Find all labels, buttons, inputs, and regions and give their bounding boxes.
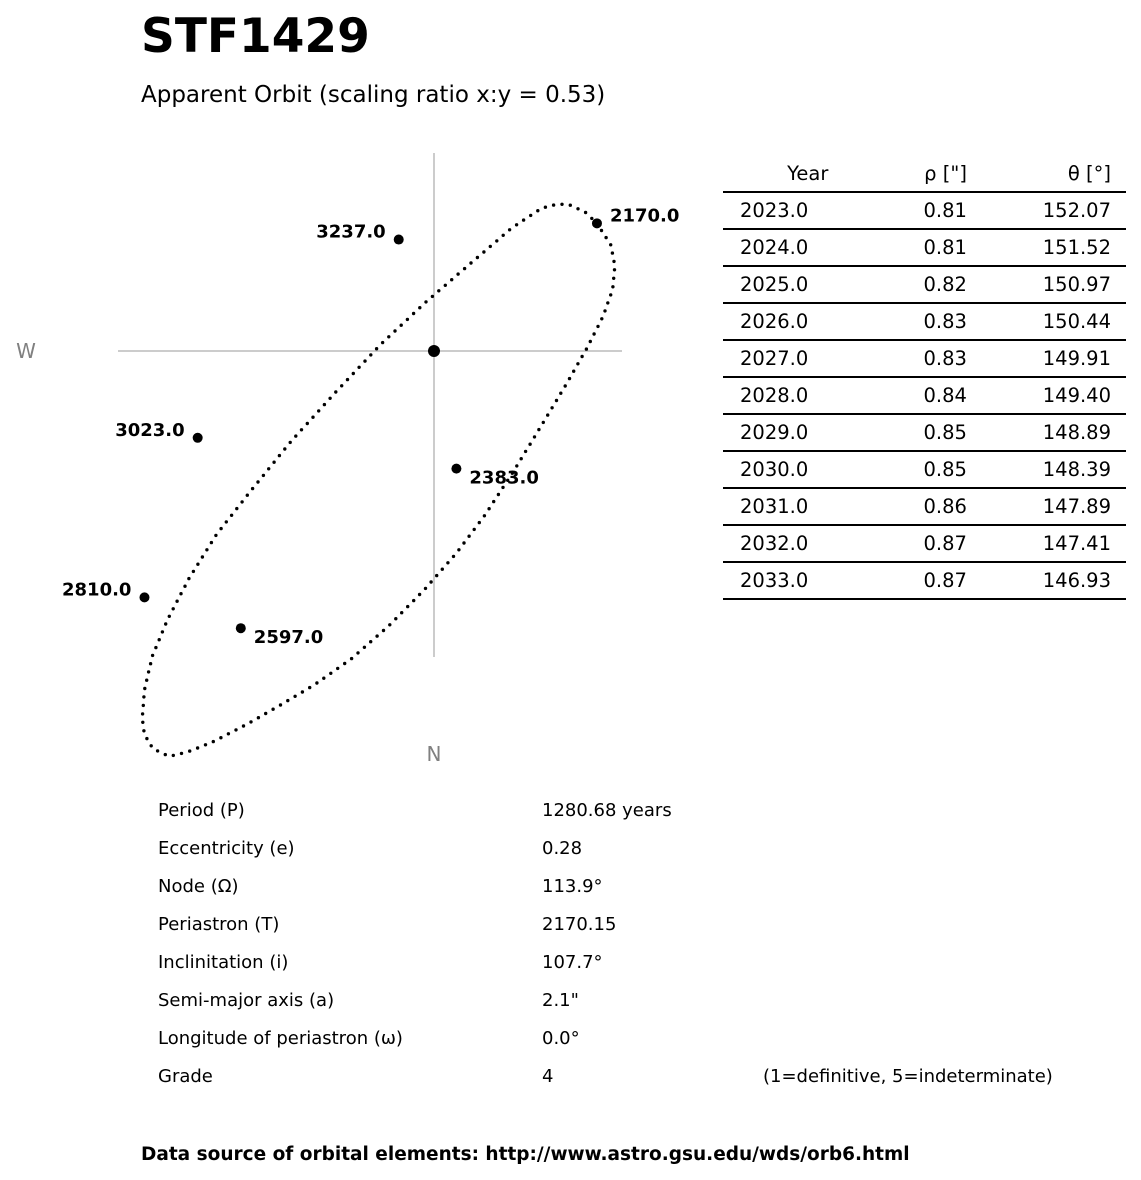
orbit-point: [145, 679, 148, 682]
orbit-point: [542, 421, 545, 424]
element-row: [158, 832, 1138, 870]
orbit-point: [462, 541, 465, 544]
cell-rho: 0.82: [828, 266, 967, 303]
orbit-point: [456, 272, 459, 275]
cell-theta: 152.07: [967, 192, 1126, 229]
element-row: [158, 984, 1138, 1022]
table-row: [723, 377, 1126, 414]
orbit-point: [369, 353, 372, 356]
orbit-point: [596, 325, 599, 328]
orbit-point: [196, 563, 199, 566]
orbit-point: [400, 324, 403, 327]
orbit-point: [606, 301, 609, 304]
cell-year: 2029.0: [723, 414, 828, 451]
table-row: [723, 340, 1126, 377]
orbit-point: [483, 514, 486, 517]
orbit-point: [520, 457, 523, 460]
cell-year: 2024.0: [723, 229, 828, 266]
cell-rho: 0.81: [828, 229, 967, 266]
orbit-point: [212, 740, 215, 743]
cell-rho: 0.86: [828, 488, 967, 525]
orbit-point: [179, 592, 182, 595]
orbit-point: [590, 217, 593, 220]
element-label: Periastron (T): [158, 914, 280, 935]
orbit-point: [381, 341, 384, 344]
orbit-point: [611, 251, 614, 254]
orbit-point: [393, 329, 396, 332]
cell-theta: 150.97: [967, 266, 1126, 303]
orbit-point: [150, 744, 153, 747]
element-note: (1=definitive, 5=indeterminate): [763, 1066, 1053, 1087]
orbit-point: [149, 662, 152, 665]
cell-rho: 0.81: [828, 192, 967, 229]
orbit-point: [457, 548, 460, 551]
orbit-point: [350, 657, 353, 660]
cell-theta: 149.91: [967, 340, 1126, 377]
orbit-point: [467, 535, 470, 538]
orbit-point: [210, 541, 213, 544]
orbit-point: [196, 746, 199, 749]
cell-year: 2031.0: [723, 488, 828, 525]
orbit-point: [271, 708, 274, 711]
orbit-point: [569, 204, 572, 207]
orbit-point: [502, 234, 505, 237]
epoch-label: 2597.0: [253, 627, 324, 649]
orbit-point: [537, 428, 540, 431]
orbit-point: [257, 716, 260, 719]
orbit-point: [444, 284, 447, 287]
orbit-point: [589, 340, 592, 343]
orbit-point: [508, 228, 511, 231]
orbit-point: [552, 203, 555, 206]
table-row: [723, 525, 1126, 562]
orbit-point: [154, 646, 157, 649]
table-row: [723, 266, 1126, 303]
orbit-point: [219, 527, 222, 530]
orbit-point: [406, 318, 409, 321]
orbit-point: [240, 500, 243, 503]
epoch-label: 3023.0: [115, 419, 185, 441]
element-value: 0.28: [542, 838, 583, 859]
orbit-point: [219, 736, 222, 739]
orbit-plot: [0, 140, 700, 780]
orbit-point: [172, 754, 175, 757]
epoch-point: [193, 433, 203, 443]
orbit-point: [580, 355, 583, 358]
element-row: [158, 1022, 1138, 1060]
orbit-point: [592, 332, 595, 335]
epoch-label: 2810.0: [62, 579, 132, 601]
orbit-point: [183, 585, 186, 588]
orbit-point: [522, 218, 525, 221]
chart-subtitle: Apparent Orbit (scaling ratio x:y = 0.53): [141, 82, 606, 108]
orbit-point: [375, 347, 378, 350]
orbit-point: [336, 667, 339, 670]
cell-year: 2032.0: [723, 525, 828, 562]
ephemeris-table: [723, 155, 1126, 600]
orbit-point: [487, 507, 490, 510]
cell-rho: 0.83: [828, 303, 967, 340]
element-value: 1280.68 years: [542, 800, 672, 821]
chart-title: STF1429: [141, 9, 370, 64]
orbit-point: [437, 289, 440, 292]
orbit-point: [256, 480, 259, 483]
orbit-point: [143, 687, 146, 690]
orbit-point: [576, 362, 579, 365]
orbit-point: [147, 670, 150, 673]
col-header-rho: ρ ["]: [828, 155, 967, 192]
orbit-point: [515, 223, 518, 226]
orbit-point: [497, 493, 500, 496]
orbit-point: [142, 729, 145, 732]
orbit-point: [317, 409, 320, 412]
orbit-point: [151, 654, 154, 657]
cell-rho: 0.84: [828, 377, 967, 414]
table-row: [723, 488, 1126, 525]
orbit-point: [435, 574, 438, 577]
orbit-point: [363, 646, 366, 649]
orbit-point: [369, 640, 372, 643]
orbit-point: [192, 570, 195, 573]
cell-rho: 0.87: [828, 525, 967, 562]
cell-theta: 150.44: [967, 303, 1126, 340]
primary-star: [428, 345, 440, 357]
orbit-point: [495, 239, 498, 242]
orbit-point: [568, 377, 571, 380]
cell-theta: 147.89: [967, 488, 1126, 525]
orbit-point: [550, 406, 553, 409]
cell-theta: 151.52: [967, 229, 1126, 266]
orbit-point: [492, 500, 495, 503]
orbit-point: [555, 399, 558, 402]
element-value: 0.0°: [542, 1028, 580, 1049]
orbit-point: [584, 211, 587, 214]
table-row: [723, 192, 1126, 229]
element-row: [158, 908, 1138, 946]
orbit-point: [329, 672, 332, 675]
orbit-point: [529, 214, 532, 217]
cell-year: 2025.0: [723, 266, 828, 303]
orbit-point: [441, 568, 444, 571]
orbit-point: [328, 397, 331, 400]
orbit-point: [452, 555, 455, 558]
orbit-point: [357, 366, 360, 369]
orbit-point: [264, 712, 267, 715]
epoch-point: [592, 218, 602, 228]
cell-year: 2033.0: [723, 562, 828, 599]
cell-year: 2028.0: [723, 377, 828, 414]
west-label: W: [16, 339, 36, 363]
orbit-point: [576, 207, 579, 210]
cell-theta: 148.89: [967, 414, 1126, 451]
orbit-point: [249, 720, 252, 723]
cell-rho: 0.85: [828, 414, 967, 451]
table-row: [723, 229, 1126, 266]
epoch-point: [394, 235, 404, 245]
orbit-point: [201, 555, 204, 558]
orbit-point: [242, 724, 245, 727]
orbit-point: [387, 335, 390, 338]
orbit-point: [473, 528, 476, 531]
orbit-point: [431, 295, 434, 298]
orbit-point: [609, 293, 612, 296]
orbit-point: [180, 752, 183, 755]
cell-year: 2023.0: [723, 192, 828, 229]
orbital-elements: [158, 794, 1138, 1098]
cell-year: 2030.0: [723, 451, 828, 488]
col-header-theta: θ [°]: [967, 155, 1126, 192]
orbit-point: [478, 521, 481, 524]
epoch-point: [139, 592, 149, 602]
cell-theta: 149.40: [967, 377, 1126, 414]
orbit-point: [382, 629, 385, 632]
orbit-point: [168, 615, 171, 618]
orbit-point: [142, 704, 145, 707]
orbit-point: [446, 561, 449, 564]
orbit-point: [188, 749, 191, 752]
element-row: [158, 794, 1138, 832]
orbit-point: [609, 243, 612, 246]
element-row: [158, 946, 1138, 984]
element-label: Period (P): [158, 800, 245, 821]
table-row: [723, 414, 1126, 451]
orbit-point: [463, 267, 466, 270]
orbit-point: [283, 447, 286, 450]
orbit-point: [394, 617, 397, 620]
orbit-point: [450, 278, 453, 281]
orbit-point: [308, 686, 311, 689]
element-value: 4: [542, 1066, 554, 1087]
epoch-label: 3237.0: [316, 221, 386, 243]
element-value: 2170.15: [542, 914, 617, 935]
orbit-point: [489, 245, 492, 248]
orbit-point: [272, 461, 275, 464]
cell-year: 2027.0: [723, 340, 828, 377]
orbit-point: [251, 487, 254, 490]
element-label: Inclinitation (i): [158, 952, 289, 973]
orbit-point: [613, 268, 616, 271]
element-label: Node (Ω): [158, 876, 239, 897]
cell-theta: 148.39: [967, 451, 1126, 488]
orbit-point: [225, 520, 228, 523]
orbit-point: [600, 229, 603, 232]
col-header-year: Year: [723, 155, 828, 192]
orbit-point: [306, 422, 309, 425]
orbit-point: [400, 611, 403, 614]
element-label: Semi-major axis (a): [158, 990, 335, 1011]
orbit-point: [141, 721, 144, 724]
orbit-point: [289, 441, 292, 444]
orbit-point: [164, 622, 167, 625]
orbit-point: [278, 454, 281, 457]
orbit-point: [429, 580, 432, 583]
orbit-point: [145, 737, 148, 740]
orbit-point: [352, 372, 355, 375]
element-label: Eccentricity (e): [158, 838, 295, 859]
orbit-point: [141, 712, 144, 715]
orbit-point: [204, 743, 207, 746]
orbit-point: [418, 306, 421, 309]
orbit-point: [528, 443, 531, 446]
orbit-point: [142, 695, 145, 698]
orbit-point: [412, 312, 415, 315]
orbit-point: [611, 285, 614, 288]
orbit-point: [612, 277, 615, 280]
orbit-point: [546, 413, 549, 416]
orbit-point: [315, 681, 318, 684]
orbit-point: [604, 236, 607, 239]
orbit-point: [214, 534, 217, 537]
orbit-point: [286, 699, 289, 702]
orbit-point: [476, 256, 479, 259]
element-label: Grade: [158, 1066, 213, 1087]
orbit-point: [560, 203, 563, 206]
orbit-point: [334, 390, 337, 393]
orbit-point: [158, 638, 161, 641]
orbit-point: [612, 260, 615, 263]
table-row: [723, 451, 1126, 488]
element-label: Longitude of periastron (ω): [158, 1028, 403, 1049]
element-row: [158, 1060, 1138, 1098]
cell-theta: 147.41: [967, 525, 1126, 562]
cell-year: 2026.0: [723, 303, 828, 340]
orbit-point: [175, 600, 178, 603]
table-row: [723, 303, 1126, 340]
orbit-point: [375, 634, 378, 637]
epoch-label: 2383.0: [469, 467, 539, 489]
orbit-point: [187, 577, 190, 580]
table-row: [723, 562, 1126, 599]
orbit-point: [585, 347, 588, 350]
orbit-point: [418, 593, 421, 596]
data-source-footer: Data source of orbital elements: http://www.astro.gsu.edu/wds/orb6.html: [141, 1144, 910, 1165]
orbit-point: [524, 450, 527, 453]
cell-theta: 146.93: [967, 562, 1126, 599]
orbit-point: [267, 467, 270, 470]
orbit-point: [164, 753, 167, 756]
orbit-point: [406, 605, 409, 608]
orbit-point: [600, 317, 603, 320]
orbit-point: [311, 416, 314, 419]
orbit-point: [235, 507, 238, 510]
orbit-point: [340, 384, 343, 387]
orbit-point: [323, 403, 326, 406]
orbit-point: [424, 587, 427, 590]
orbit-point: [294, 434, 297, 437]
orbit-point: [343, 662, 346, 665]
epoch-point: [451, 464, 461, 474]
orbit-point: [161, 630, 164, 633]
element-value: 113.9°: [542, 876, 603, 897]
orbit-point: [262, 474, 265, 477]
cell-rho: 0.85: [828, 451, 967, 488]
orbit-point: [356, 651, 359, 654]
orbit-point: [564, 384, 567, 387]
element-row: [158, 870, 1138, 908]
orbit-point: [234, 728, 237, 731]
orbit-point: [412, 599, 415, 602]
epoch-point: [236, 623, 246, 633]
orbit-point: [346, 378, 349, 381]
element-value: 107.7°: [542, 952, 603, 973]
north-label: N: [426, 742, 442, 766]
epoch-label: 2170.0: [609, 205, 680, 227]
orbit-point: [172, 607, 175, 610]
orbit-point: [322, 677, 325, 680]
orbit-point: [572, 370, 575, 373]
cell-rho: 0.83: [828, 340, 967, 377]
orbit-point: [230, 514, 233, 517]
orbit-point: [293, 695, 296, 698]
epoch-markers: [62, 205, 679, 648]
element-value: 2.1": [542, 990, 579, 1011]
orbit-point: [469, 261, 472, 264]
orbit-point: [603, 309, 606, 312]
orbit-point: [533, 435, 536, 438]
orbit-point: [536, 209, 539, 212]
orbit-point: [227, 732, 230, 735]
orbit-point: [205, 548, 208, 551]
orbit-point: [279, 703, 282, 706]
orbit-point: [363, 359, 366, 362]
orbit-point: [300, 428, 303, 431]
cell-rho: 0.87: [828, 562, 967, 599]
orbit-path: [141, 203, 616, 758]
orbit-point: [559, 392, 562, 395]
orbit-point: [388, 623, 391, 626]
orbit-point: [424, 300, 427, 303]
orbit-point: [301, 690, 304, 693]
orbit-point: [246, 494, 249, 497]
orbit-point: [544, 206, 547, 209]
orbit-point: [482, 250, 485, 253]
orbit-point: [156, 749, 159, 752]
